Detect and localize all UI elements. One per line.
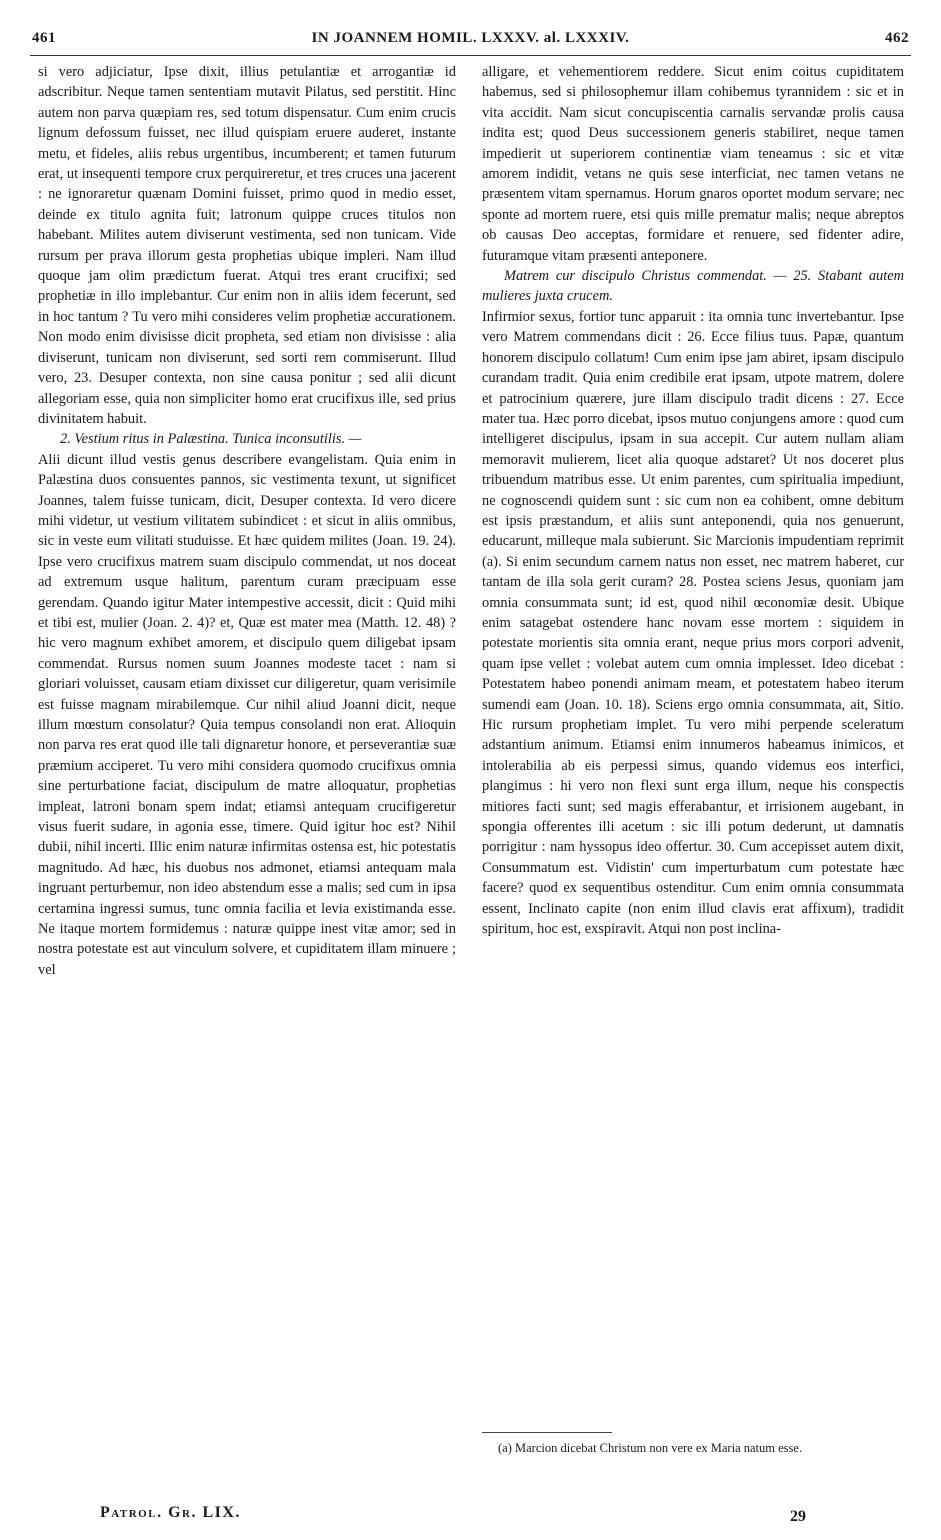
left-paragraph-2 — [38, 429, 456, 449]
left-paragraph-1: si vero adjiciatur, Ipse dixit, illius petulantiæ et arrogantiæ id adscribitur. Neque tamen sententiam mutavit Pilatus, sed perstitit. Hinc autem non parva quæpiam res, sed totum dispensatur. Cum enim crucis lignum defossum fuisset, nec illud quispiam eruere auderet, instante metu, et fideles, aliis rebus urgentibus, incumberent; et tamen futurum erat, ut insequenti tempore crux perquireretur, et tres cruces una jacerent : ne ignoraretur quænam Domini fuisset, primo quod in medio esset, deinde ex titulo agnita fuit; latronum quippe cruces titulos non habebant. Milites autem diviserunt vestimenta, sed non tunicam. Vide rursum per prava illorum gesta prophetias ubique impleri. Nam illud quoque jam olim prædictum fuerat. Atqui tres erant crucifixi; sed prophetiæ in illo implebantur. Cur enim non in aliis idem fecerunt, sed in hoc tantum ? Tu vero mihi consideres velim prophetiæ accurationem. Non modo enim divisisse dicit propheta, sed etiam non divisisse : alia diviserunt, tunicam non diviserunt, sed sorti rem commiserunt. Illud vero, 23. Desuper contexta, non sine causa ponitur ; sed alii dicunt allegoriam esse, quia non simpliciter homo erat crucifixus ille, sed prius divinitatem habuit. — [38, 64, 456, 427]
left-paragraph-2-body: Alii dicunt illud vestis genus describere evangelistam. Quia enim in Palæstina duos consuentes pannos, sic vestimenta texunt, ut significet Joannes, talem fuisse tunicam, dicit, Desuper contexta. Id vero dicere mihi videtur, ut vestium vilitatem subindicet : et sicut in aliis omnibus, sic in veste eum vilitati studuisse. Et hæc quidem milites (Joan. 19. 24). Ipse vero crucifixus matrem suam discipulo commendat, ut nos doceat ad extremum usque halitum, parentum curam præcipuam esse gerendam. Quando igitur Mater intempestive accessit, dicit : Quid mihi et tibi est, mulier (Joan. 2. 4)? et, Quæ est mater mea (Matth. 12. 48) ? hic vero magnum exhibet amorem, et discipulo quem diligebat ipsam commendat. Rursus nomen suum Joannes modeste tacet : nam si gloriari voluisset, causam etiam dixisset cur diligeretur, quam verisimile est fuisse magnam mirabilemque. Cur nihil aliud Joanni dicit, neque illum mœstum consolatur? Quia tempus consolandi non erat. Alioquin non parva res erat quod ille tali dignaretur honore, et perseverantiæ suæ præmium acciperet. Tu vero mihi considera quomodo crucifixus omnia sine perturbatione faciat, discipulum de matre alloquatur, prophetias impleat, latroni bonam spem indat; etiamsi antequam crucifigeretur visus fuerit sudare, in agonia esse, timere. Quid igitur hoc est? Nihil dubii, nihil incerti. Illic enim naturæ infirmitas ostensa est, hic potestatis magnitudo. Ad hæc, his duobus nos admonet, etiamsi antequam mala ingruant perturbemur, non ideo abstendum esse a malis; sed cum in ipsa certamina ingressi sumus, tunc omnia facilia et levia existimanda esse. Ne itaque mortem formidemus : naturæ quippe inest vitæ amor; sed in nostra potestate est aut vinculum solvere, et cupiditatem illam minuere ; vel — [38, 451, 456, 978]
right-column — [482, 62, 904, 939]
right-paragraph-2-body: Infirmior sexus, fortior tunc apparuit : ita omnia tunc invertebantur. Ipse vero Matrem commendans dicit : 26. Ecce filius tuus. Papæ, quantum honorem discipulo collatum! Cum enim ipse jam abiret, ipsam discipulo curandam tradit. Quia enim credibile erat ipsam, utpote matrem, dolere et patrocinium quærere, jure illam discipulo tradit dicens : 27. Ecce mater tua. Hæc porro dicebat, ipsos mutuo conjungens amore : quod cum intelligeret discipulus, ipsam in sua accepit. Cur autem nullam aliam memoravit mulierem, licet alia quoque adstaret? Ut nos doceret plus tribuendum matribus esse. Ut enim parentes, cum spiritualia impediunt, ne cognoscendi quidem sunt : sic cum non ea cohibent, omne debitum est ipsis præstandum, et aliis sunt anteponendi, quia nos genuerunt, educarunt, milleque mala subierunt. Sic Marcionis impudentiam reprimit (a). Si enim secundum carnem natus non esset, nec matrem haberet, cur tantam de illa sola gerit curam? 28. Postea sciens Jesus, quoniam jam omnia consummata sunt; id est, quod nihil œconomiæ desit. Ubique enim satagebat ostendere hanc novam esse mortem : siquidem in potestate morientis sita omnia erant, neque prius mors corpori advenit, quam ipse vellet : volebat autem cum omnia implesset. Ideo dicebat : Potestatem habeo ponendi animam meam, et potestatem habeo iterum sumendi eam (Joan. 10. 18). Sciens ergo omnia consummata, ait, Sitio. Hic rursum prophetiam implet. Tu vero mihi perpende sceleratum adstantium animum. Etiamsi enim innumeros habeamus inimicos, et intolerabilia ab eis perpessi simus, quando videmus eos interfici, plangimus : hi vero non flexi sunt erga illum, neque his conspectis mitiores facti sunt; sed magis efferabantur, et irrisionem augebant, in spongia offerentes illi acetum : sic illi potum dederunt, ut damnatis porrigitur : nam hyssopus ideo offertur. 30. Cum accepisset autem dixit, Consummatum est. Vidistin' cum imperturbatum cum potestate hæc facere? quod ex sequentibus ostenditur. Cum enim omnia consummata essent, Inclinato capite (non enim illud clavis erat affixum), tradidit spiritum, hoc est, exspiravit. Atqui non post inclina- — [482, 308, 904, 938]
page-number-left: 461 — [32, 30, 56, 46]
footnote: (a) Marcion dicebat Christum non vere ex Maria natum esse. — [498, 1441, 803, 1455]
page-number-right: 462 — [885, 30, 909, 46]
gathering-signature: 29 — [790, 1508, 806, 1525]
running-header — [32, 30, 909, 54]
series-signature: Patrol. Gr. LIX. — [100, 1504, 241, 1521]
left-column — [38, 62, 456, 980]
section-heading-matrem: Matrem cur discipulo Christus commendat. — 25. Stabant autem mulieres juxta crucem. — [482, 268, 904, 305]
right-paragraph-1: alligare, et vehementiorem reddere. Sicut enim coitus cupiditatem habemus, sed si philosophemur illam cohibemus tyrannidem : sic et in vita accidit. Nam sicut concupiscentia carnalis servandæ prolis causa indita est; quod Deus successionem generis stabiliret, neque tamen impedierit ut superiorem continentiæ viam teneamus : sic et vitæ amorem indidit, vetans ne quis sese interficiat, nec tamen vetans ne præsentem vitam spernamus. Horum gnaros oportet modum servare; nec sponte ad mortem ruere, etsi quis mille prematur malis; neque abreptos ob causas Deo acceptas, formidare et renuere, sed fidenter adire, futuramque vitam præsenti anteponere. — [482, 64, 904, 264]
footnote-rule — [482, 1432, 612, 1433]
right-paragraph-2 — [482, 266, 904, 307]
running-title: IN JOANNEM HOMIL. LXXXV. al. LXXXIV. — [311, 30, 630, 46]
section-heading-2: 2. Vestium ritus in Palæstina. Tunica inconsutilis. — — [60, 431, 362, 448]
header-rule — [30, 55, 911, 56]
